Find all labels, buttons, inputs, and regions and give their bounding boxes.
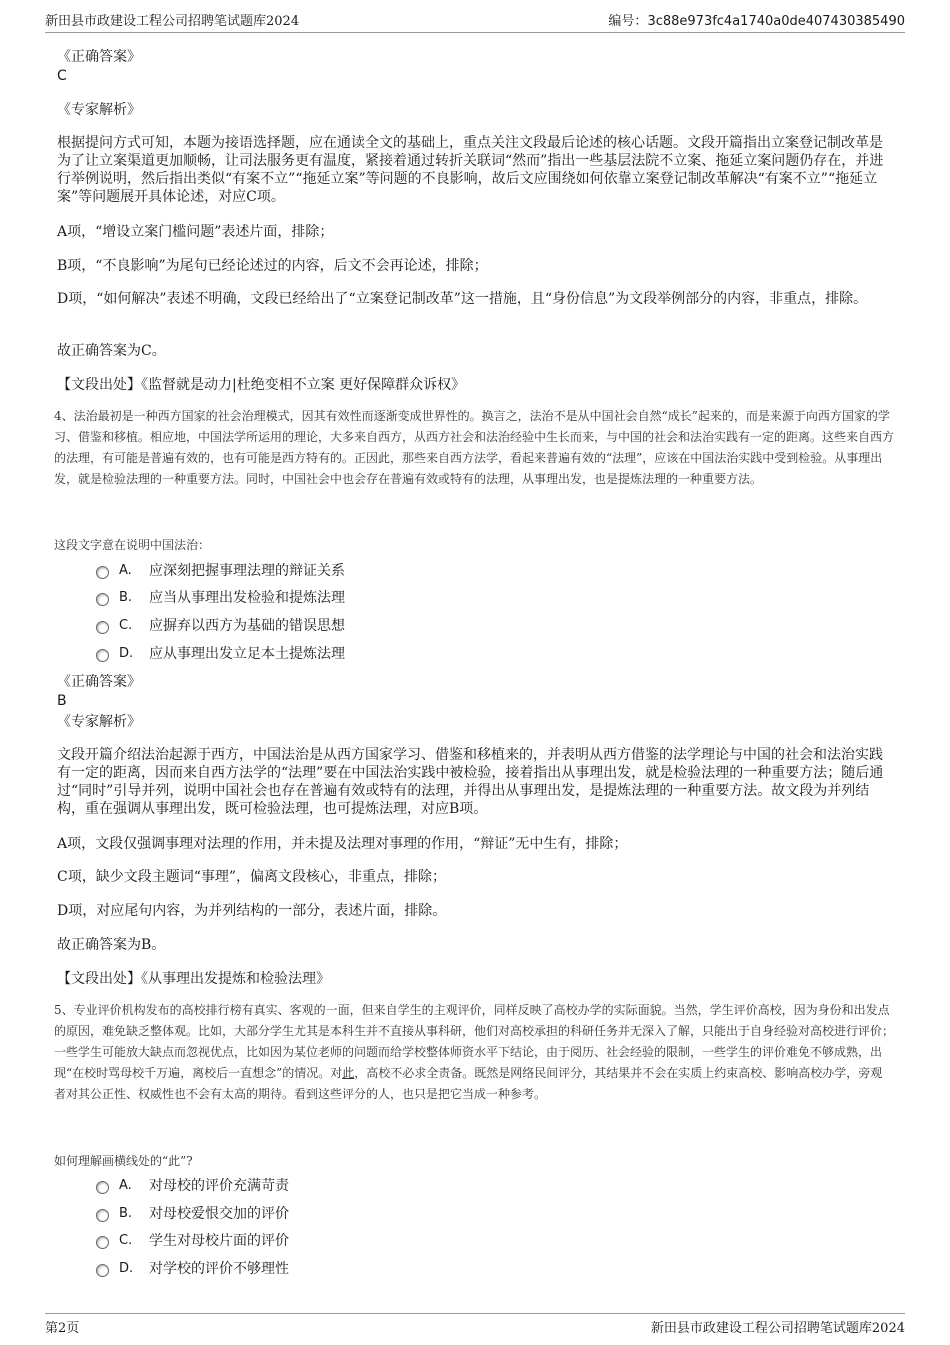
q4-option-a[interactable]: A. 应深刻把握事理法理的辩证关系 bbox=[96, 560, 345, 580]
q5-option-a[interactable]: A. 对母校的评价充满苛责 bbox=[96, 1175, 289, 1195]
radio-icon[interactable] bbox=[96, 621, 109, 634]
q4-analysis-label: 《专家解析》 bbox=[57, 714, 141, 730]
q4-option-d[interactable]: D. 应从事理出发立足本土提炼法理 bbox=[96, 643, 345, 663]
q3-conclusion: 故正确答案为C。 bbox=[57, 343, 166, 359]
q5-question: 如何理解画横线处的“此”? bbox=[54, 1154, 193, 1168]
q3-d-note: D项，“如何解决”表述不明确，文段已经给出了“立案登记制改革”这一措施，且“身份信息”为文段举例部分的内容，非重点，排除。 bbox=[57, 291, 868, 307]
page-number: 第2页 bbox=[45, 1321, 80, 1336]
page-header bbox=[45, 10, 905, 33]
q3-analysis-label: 《专家解析》 bbox=[57, 102, 141, 118]
header-title: 新田县市政建设工程公司招聘笔试题库2024 bbox=[45, 14, 300, 29]
q4-option-c[interactable]: C. 应摒弃以西方为基础的错误思想 bbox=[96, 615, 345, 635]
q5-option-b[interactable]: B. 对母校爱恨交加的评价 bbox=[96, 1203, 289, 1223]
q4-answer: B bbox=[57, 693, 67, 709]
q5-stem: 5、专业评价机构发布的高校排行榜有真实、客观的一面，但来自学生的主观评价，同样反映了高校办学的实际面貌。当然，学生评价高校，因为身份和出发点的原因，难免缺乏整体观。比如，大部分学生尤其是本科生并不直接从事科研，他们对高校承担的科研任务并无深入了解，只能出于自身经验对高校进行评价；一些学生可能放大缺点而忽视优点，比如因为某位老师的问题而给学校整体师资水平下结论，由于阅历、社会经验的限制，一些学生的评价难免不够成熟，出现“在校时骂母校千万遍，离校后一直想念”的情况。对此，高校不必求全责备。既然是网络民间评分，其结果并不会在实质上约束高校、影响高校办学，旁观者对其公正性、权威性也不会有太高的期待。看到这些评分的人，也只是把它当成一种参考。 bbox=[54, 1003, 895, 1101]
footer-title: 新田县市政建设工程公司招聘笔试题库2024 bbox=[650, 1321, 905, 1336]
radio-icon[interactable] bbox=[96, 1181, 109, 1194]
radio-icon[interactable] bbox=[96, 649, 109, 662]
header-code: 编号：3c88e973fc4a1740a0de407430385490 bbox=[608, 14, 905, 29]
q3-analysis: 根据提问方式可知，本题为接语选择题，应在通读全文的基础上，重点关注文段最后论述的核心话题。文段开篇指出立案登记制改革是为了让立案渠道更加顺畅，让司法服务更有温度，紧接着通过转折关联词“然而”指出一些基层法院不立案、拖延立案问题仍存在，并进行举例说明，然后指出类似“有案不立”“拖延立案”等问题的不良影响，故后文应围绕如何依靠立案登记制改革解决“有案不立”“拖延立案”等问题展开具体论述，对应C项。 bbox=[57, 135, 884, 205]
radio-icon[interactable] bbox=[96, 1209, 109, 1222]
radio-icon[interactable] bbox=[96, 566, 109, 579]
q4-stem: 4、法治最初是一种西方国家的社会治理模式，因其有效性而逐渐变成世界性的。换言之，法治不是从中国社会自然“成长”起来的，而是来源于向西方国家的学习、借鉴和移植。相应地，中国法学所运用的理论，大多来自西方，从西方社会和法治经验中生长而来，与中国的社会和法治实践有一定的距离。这些来自西方的法理，有可能是普遍有效的，也有可能是西方特有的。正因此，那些来自西方法学，看起来普遍有效的“法理”，应该在中国法治实践中受到检验。从事理出发，就是检验法理的一种重要方法。同时，中国社会中也会存在普遍有效或特有的法理，从事理出发，也是提炼法理的一种重要方法。 bbox=[54, 409, 895, 486]
q5-option-c[interactable]: C. 学生对母校片面的评价 bbox=[96, 1230, 289, 1250]
q4-conclusion: 故正确答案为B。 bbox=[57, 937, 166, 953]
q5-option-d[interactable]: D. 对学校的评价不够理性 bbox=[96, 1258, 289, 1278]
q4-source: 【文段出处】《从事理出发提炼和检验法理》 bbox=[57, 971, 330, 987]
q3-answer: C bbox=[57, 68, 67, 84]
q4-answer-label: 《正确答案》 bbox=[57, 674, 141, 690]
q4-analysis: 文段开篇介绍法治起源于西方，中国法治是从西方国家学习、借鉴和移植来的，并表明从西方借鉴的法学理论与中国的社会和法治实践有一定的距离，因而来自西方法学的“法理”要在中国法治实践中被检验，接着指出从事理出发，就是检验法理的一种重要方法；随后通过“同时”引导并列，说明中国社会也存在普遍有效或特有的法理，并得出从事理出发，是提炼法理的一种重要方法。故文段为并列结构，重在强调从事理出发，既可检验法理，也可提炼法理，对应B项。 bbox=[57, 747, 884, 817]
q4-a-note: A项，文段仅强调事理对法理的作用，并未提及法理对事理的作用，“辩证”无中生有，排除； bbox=[57, 836, 628, 852]
q3-answer-label: 《正确答案》 bbox=[57, 49, 141, 65]
page-footer bbox=[45, 1313, 905, 1336]
q3-b-note: B项，“不良影响”为尾句已经论述过的内容，后文不会再论述，排除； bbox=[57, 258, 488, 274]
q3-source: 【文段出处】《监督就是动力|杜绝变相不立案 更好保障群众诉权》 bbox=[57, 377, 466, 393]
q4-d-note: D项，对应尾句内容，为并列结构的一部分，表述片面，排除。 bbox=[57, 903, 447, 919]
radio-icon[interactable] bbox=[96, 1236, 109, 1249]
q4-option-b[interactable]: B. 应当从事理出发检验和提炼法理 bbox=[96, 587, 345, 607]
q5-underlined-word: 此 bbox=[342, 1066, 355, 1080]
q4-question: 这段文字意在说明中国法治： bbox=[54, 538, 211, 552]
radio-icon[interactable] bbox=[96, 1264, 109, 1277]
radio-icon[interactable] bbox=[96, 593, 109, 606]
q3-a-note: A项，“增设立案门槛问题”表述片面，排除； bbox=[57, 224, 334, 240]
q4-c-note: C项，缺少文段主题词“事理”，偏离文段核心，非重点，排除； bbox=[57, 869, 447, 885]
